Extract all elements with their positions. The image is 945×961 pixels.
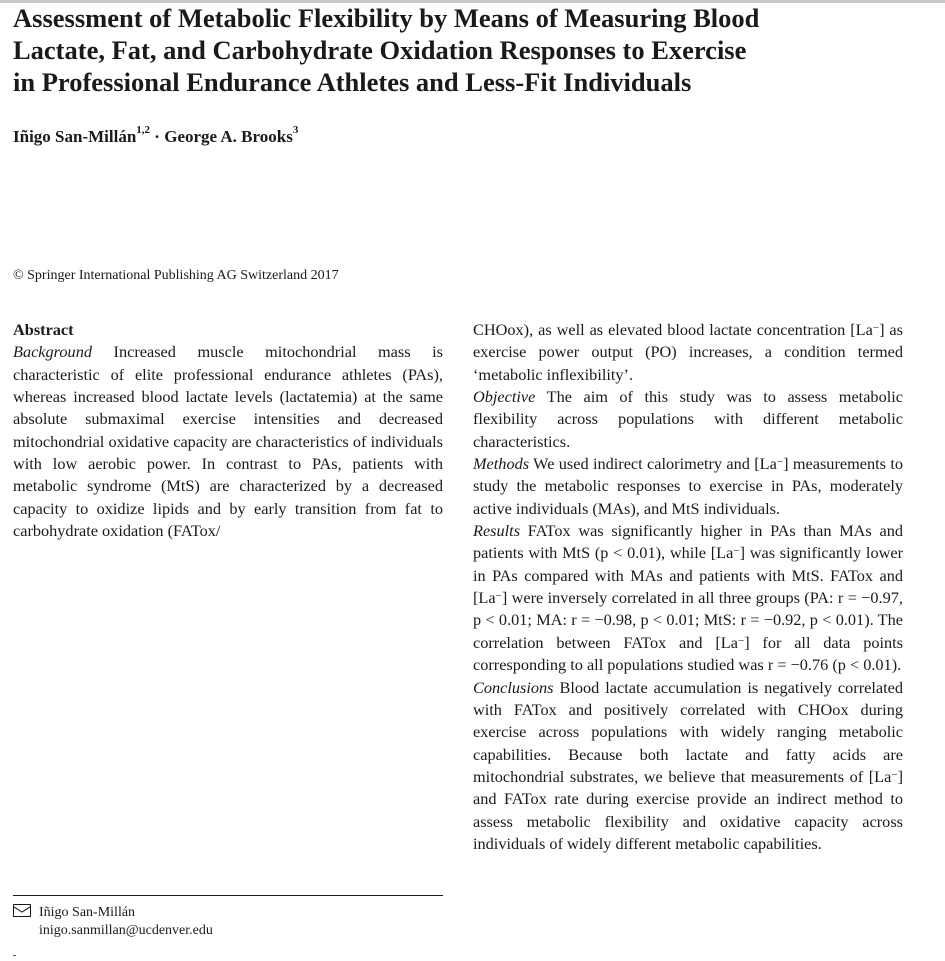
correspondence-email[interactable]: inigo.sanmillan@ucdenver.edu <box>39 923 213 938</box>
methods-label: Methods <box>473 454 530 474</box>
background-label: Background <box>13 342 92 362</box>
minus-superscript: − <box>737 634 745 647</box>
copyright-notice: © Springer International Publishing AG Switzerland 2017 <box>13 268 339 283</box>
background-text: Increased muscle mitochondrial mass is characteristic of elite professional endurance athletes (PAs), whereas increased blood lactate levels (lactatemia) at the same absolute submaximal exercise intensities and decreased mitochondrial oxidative capacity are characteristics of individuals with low aerobic power. In contrast to PAs, patients with metabolic syndrome (MtS) are characterized by a decreased capacity to oxidize lipids and by early transition from fat to carbohydrate oxidation (FATox/ <box>13 342 443 541</box>
correspondence-name: Iñigo San-Millán <box>39 905 136 920</box>
author-2-name: George A. Brooks <box>164 127 293 146</box>
minus-superscript: − <box>891 768 898 781</box>
results-text-3: ] were inversely correlated in all three groups (PA: r = −0.97, p < 0.01; MA: r = −0.98, p < 0.01; MtS: r = −0.92, p < 0.01). The correlation between FATox and [La <box>473 588 903 652</box>
abstract-conclusions <box>473 677 903 856</box>
minus-superscript: − <box>495 590 502 603</box>
title-line-2: Lactate, Fat, and Carbohydrate Oxidation Responses to Exercise <box>13 35 747 65</box>
abstract-results <box>473 520 903 676</box>
minus-superscript: − <box>872 322 880 334</box>
results-text-4: ] for all data points corresponding to all populations studied was r = −0.76 (p < 0.01). <box>473 632 903 675</box>
author-separator: · <box>150 127 165 146</box>
results-text-2: ] was significantly lower in PAs compared with MAs and patients with MtS. FATox and [La <box>473 543 903 608</box>
results-label: Results <box>473 521 521 541</box>
abstract-column-right <box>473 319 903 855</box>
author-2-affiliation: 3 <box>292 124 299 136</box>
footnote-divider <box>13 895 443 896</box>
abstract-objective <box>473 386 903 453</box>
abstract-background-continued <box>473 319 903 386</box>
abstract-column-left <box>13 319 443 542</box>
conclusions-text-2: ] and FATox rate during exercise provide an indirect method to assess metabolic flexibility and oxidative capacity across individuals of widely different metabolic capabilities. <box>473 766 903 853</box>
objective-text: The aim of this study was to assess metabolic flexibility across populations with different metabolic characteristics. <box>473 387 903 451</box>
minus-superscript: − <box>733 545 740 558</box>
author-line <box>13 124 299 147</box>
abstract-background <box>13 341 443 542</box>
envelope-icon <box>13 904 31 917</box>
objective-label: Objective <box>473 387 536 407</box>
results-text-1: FATox was significantly higher in PAs than MAs and patients with MtS (p < 0.01), while [La <box>473 521 903 563</box>
background-cont-2: ] as exercise power output (PO) increases, a condition termed ‘metabolic inflexibility’. <box>473 320 903 384</box>
conclusions-text-1: Blood lactate accumulation is negatively correlated with FATox and positively correlated with CHOox during exercise across populations with widely ranging metabolic capabilities. Because both lactate and fatty acids are mitochondrial substrates, we believe that measurements of [La <box>473 677 903 786</box>
conclusions-label: Conclusions <box>473 677 554 697</box>
paper-title <box>13 2 913 98</box>
methods-text-1: We used indirect calorimetry and [La <box>529 454 777 474</box>
author-1-affiliation: 1,2 <box>136 124 151 136</box>
correspondence-block <box>13 904 213 940</box>
page-mark <box>13 955 16 956</box>
abstract-heading: Abstract <box>13 320 74 339</box>
title-line-1: Assessment of Metabolic Flexibility by Means of Measuring Blood <box>13 3 760 33</box>
methods-text-2: ] measurements to study the metabolic responses to exercise in PAs, moderately active individuals (MAs), and MtS individuals. <box>473 454 903 518</box>
minus-superscript: − <box>776 456 784 469</box>
abstract-methods <box>473 453 903 520</box>
author-1-name: Iñigo San-Millán <box>13 127 137 146</box>
title-line-3: in Professional Endurance Athletes and Less-Fit Individuals <box>13 67 692 97</box>
background-cont-1: CHOox), as well as elevated blood lactate concentration [La <box>473 320 873 339</box>
